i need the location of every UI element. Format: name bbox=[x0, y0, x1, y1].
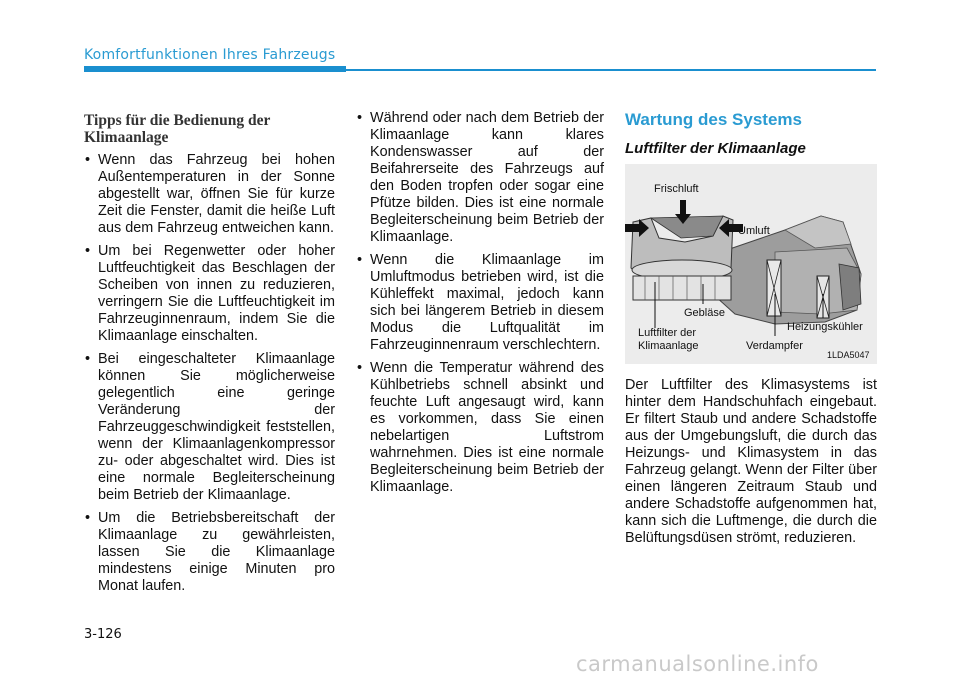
running-header: Komfortfunktionen Ihres Fahrzeugs bbox=[84, 47, 336, 63]
list-item: • Während oder nach dem Betrieb der Klimaanlage kann klares Kondenswasser auf der Beifahrerseite des Fahrzeugs auf den Boden tropfen oder sogar eine Pfütze bilden. Dies ist eine normale Begleiterscheinung beim Betrieb der Klimaanlage. bbox=[356, 110, 604, 246]
column-left bbox=[84, 112, 335, 601]
subsection-title: Luftfilter der Klimaanlage bbox=[625, 140, 806, 157]
label-heizungskuehler: Heizungskühler bbox=[787, 321, 863, 333]
filter-paragraph: Der Luftfilter des Klimasystems ist hinter dem Handschuhfach eingebaut. Er filtert Staub und andere Schadstoffe aus der Umgebungsluft, die durch das Heizungs- und Klimasystem in das Fahrzeug gelangt. Wenn der Filter über einen längeren Zeitraum Staub und andere Schadstoffe aufgenommen hat, kann sich die Luftmenge, die durch die Belüftungsdüsen strömt, reduzieren. bbox=[625, 377, 877, 546]
header-rule bbox=[346, 69, 876, 71]
list-item: • Wenn das Fahrzeug bei hohen Außentemperaturen in der Sonne abgestellt war, öffnen Sie für kurze Zeit die Fenster, damit die heiße Luft aus dem Fahrzeug entweichen kann. bbox=[84, 152, 335, 237]
label-verdampfer: Verdampfer bbox=[746, 340, 803, 352]
column-middle bbox=[356, 110, 604, 502]
list-item: • Um bei Regenwetter oder hoher Luftfeuchtigkeit das Beschlagen der Scheiben von innen zu reduzieren, verringern Sie die Luftfeuchtigkeit im Fahrzeuginnenraum, indem Sie die Klimaanlage einschalten. bbox=[84, 243, 335, 345]
tips-list-continued bbox=[356, 110, 604, 496]
tips-heading: Tipps für die Bedienung der Klimaanlage bbox=[84, 112, 271, 146]
watermark: carmanualsonline.info bbox=[576, 652, 819, 676]
list-item: • Wenn die Klimaanlage im Umluftmodus betrieben wird, ist die Kühleffekt maximal, jedoch kann sich bei längerem Betrieb in diesem Modus die Luftqualität im Fahrzeuginnenraum verschlechtern. bbox=[356, 252, 604, 354]
list-item: • Um die Betriebsbereitschaft der Klimaanlage zu gewährleisten, lassen Sie die Klimaanlage mindestens einige Minuten pro Monat laufen. bbox=[84, 510, 335, 595]
list-item: • Wenn die Temperatur während des Kühlbetriebs schnell absinkt und feuchte Luft angesaugt wird, kann es vorkommen, dass Sie einen nebelartigen Luftstrom wahrnehmen. Dies ist eine normale Begleiterscheinung beim Betrieb der Klimaanlage. bbox=[356, 360, 604, 496]
label-luftfilter-line1: Luftfilter der bbox=[638, 327, 697, 339]
label-luftfilter-line2: Klimaanlage bbox=[638, 340, 699, 352]
hvac-diagram-drawing bbox=[625, 164, 877, 364]
column-right bbox=[625, 110, 877, 547]
label-umluft: Umluft bbox=[738, 225, 770, 237]
hvac-diagram bbox=[625, 164, 877, 364]
tips-list bbox=[84, 152, 335, 595]
page-number: 3-126 bbox=[84, 627, 122, 642]
label-geblaese: Gebläse bbox=[684, 307, 725, 319]
label-frischluft: Frischluft bbox=[654, 183, 699, 195]
list-item: • Bei eingeschalteter Klimaanlage können Sie möglicherweise gelegentlich eine geringe Veränderung der Fahrzeuggeschwindigkeit feststellen, wenn der Klimaanlagenkompressor zu- oder abgeschaltet wird. Dies ist eine normale Begleiterscheinung beim Betrieb der Klimaanlage. bbox=[84, 351, 335, 504]
section-title: Wartung des Systems bbox=[625, 110, 802, 129]
figure-code: 1LDA5047 bbox=[827, 350, 870, 360]
header-accent-bar bbox=[84, 66, 346, 72]
